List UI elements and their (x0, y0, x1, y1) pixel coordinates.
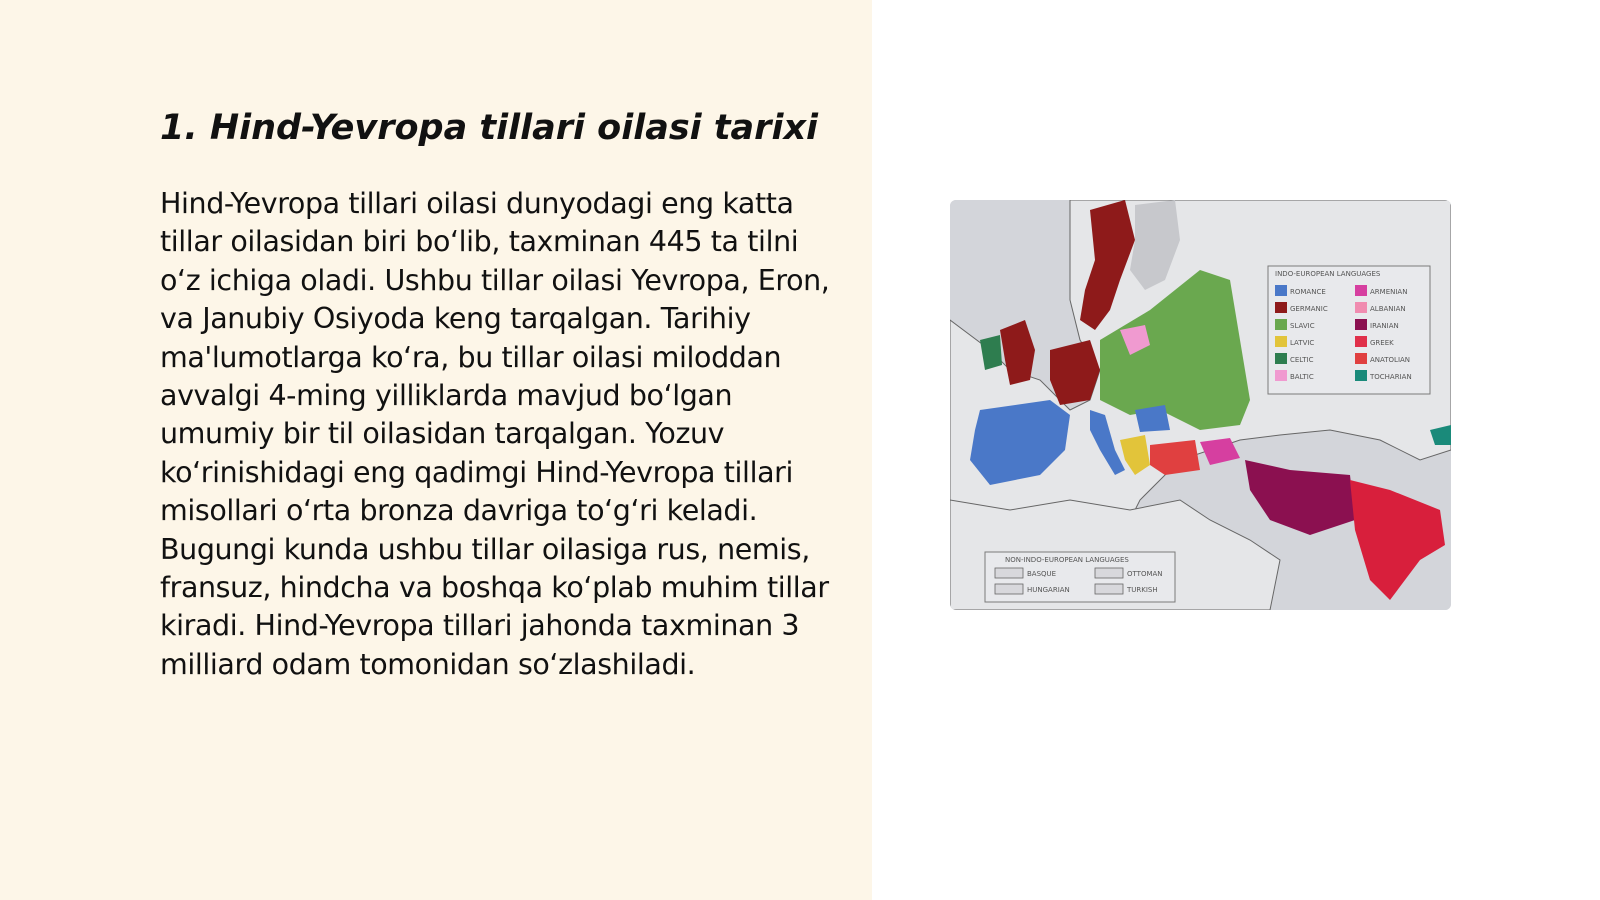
swatch-hungarian (995, 584, 1023, 594)
slide-title: 1. Hind-Yevropa tillari oilasi tarixi (160, 108, 819, 148)
legend-swatch-anatolian (1355, 353, 1367, 364)
map-svg (950, 200, 1451, 610)
legend-label: ALBANIAN (1370, 305, 1406, 313)
swatch-ottoman (1095, 568, 1123, 578)
legend-label: GREEK (1370, 339, 1394, 347)
legend-swatch-tocharian (1355, 370, 1367, 381)
legend-swatch-germanic (1275, 302, 1287, 313)
legend-label: ANATOLIAN (1370, 356, 1411, 364)
legend-label: BALTIC (1290, 373, 1314, 381)
legend-title: INDO-EUROPEAN LANGUAGES (1275, 270, 1381, 278)
non-ie-label: BASQUE (1027, 570, 1057, 578)
legend-swatch-greek (1355, 336, 1367, 347)
legend-label: ARMENIAN (1370, 288, 1408, 296)
non-ie-label: HUNGARIAN (1027, 586, 1070, 594)
swatch-turkish (1095, 584, 1123, 594)
legend-swatch-baltic (1275, 370, 1287, 381)
legend-swatch-iranian (1355, 319, 1367, 330)
legend-swatch-romance (1275, 285, 1287, 296)
legend-label: TOCHARIAN (1370, 373, 1412, 381)
non-ie-label: OTTOMAN (1127, 570, 1163, 578)
legend-label: IRANIAN (1370, 322, 1399, 330)
legend-label: LATVIC (1290, 339, 1315, 347)
legend-swatch-armenian (1355, 285, 1367, 296)
legend-swatch-slavic (1275, 319, 1287, 330)
swatch-basque (995, 568, 1023, 578)
legend-swatch-celtic (1275, 353, 1287, 364)
indo-european-languages-map (950, 200, 1451, 610)
slide-body-text: Hind-Yevropa tillari oilasi dunyodagi eng katta tillar oilasidan biri bo‘lib, taxminan 445 ta tilni o‘z ichiga oladi. Ushbu tillar oilasi Yevropa, Eron, va Janubiy Osiyoda keng tarqalgan. Tarihiy ma'lumotlarga ko‘ra, bu tillar oilasi miloddan avvalgi 4-ming yilliklarda mavjud bo‘lgan umumiy bir til oilasidan tarqalgan. Yozuv ko‘rinishidagi eng qadimgi Hind-Yevropa tillari misollari o‘rta bronza davriga to‘g‘ri keladi. Bugungi kunda ushbu tillar oilasiga rus, nemis, fransuz, hindcha va boshqa ko‘plab muhim tillar kiradi. Hind-Yevropa tillari jahonda taxminan 3 milliard odam tomonidan so‘zlashiladi. (160, 187, 830, 681)
legend-swatch-latvic (1275, 336, 1287, 347)
legend-swatch-albanian (1355, 302, 1367, 313)
anatolia-region (1150, 440, 1200, 475)
non-ie-label: TURKISH (1127, 586, 1158, 594)
legend-label: SLAVIC (1290, 322, 1315, 330)
legend-label: ROMANCE (1290, 288, 1326, 296)
non-ie-legend-title: NON-INDO-EUROPEAN LANGUAGES (1005, 556, 1129, 564)
legend-label: GERMANIC (1290, 305, 1328, 313)
legend-label: CELTIC (1290, 356, 1314, 364)
